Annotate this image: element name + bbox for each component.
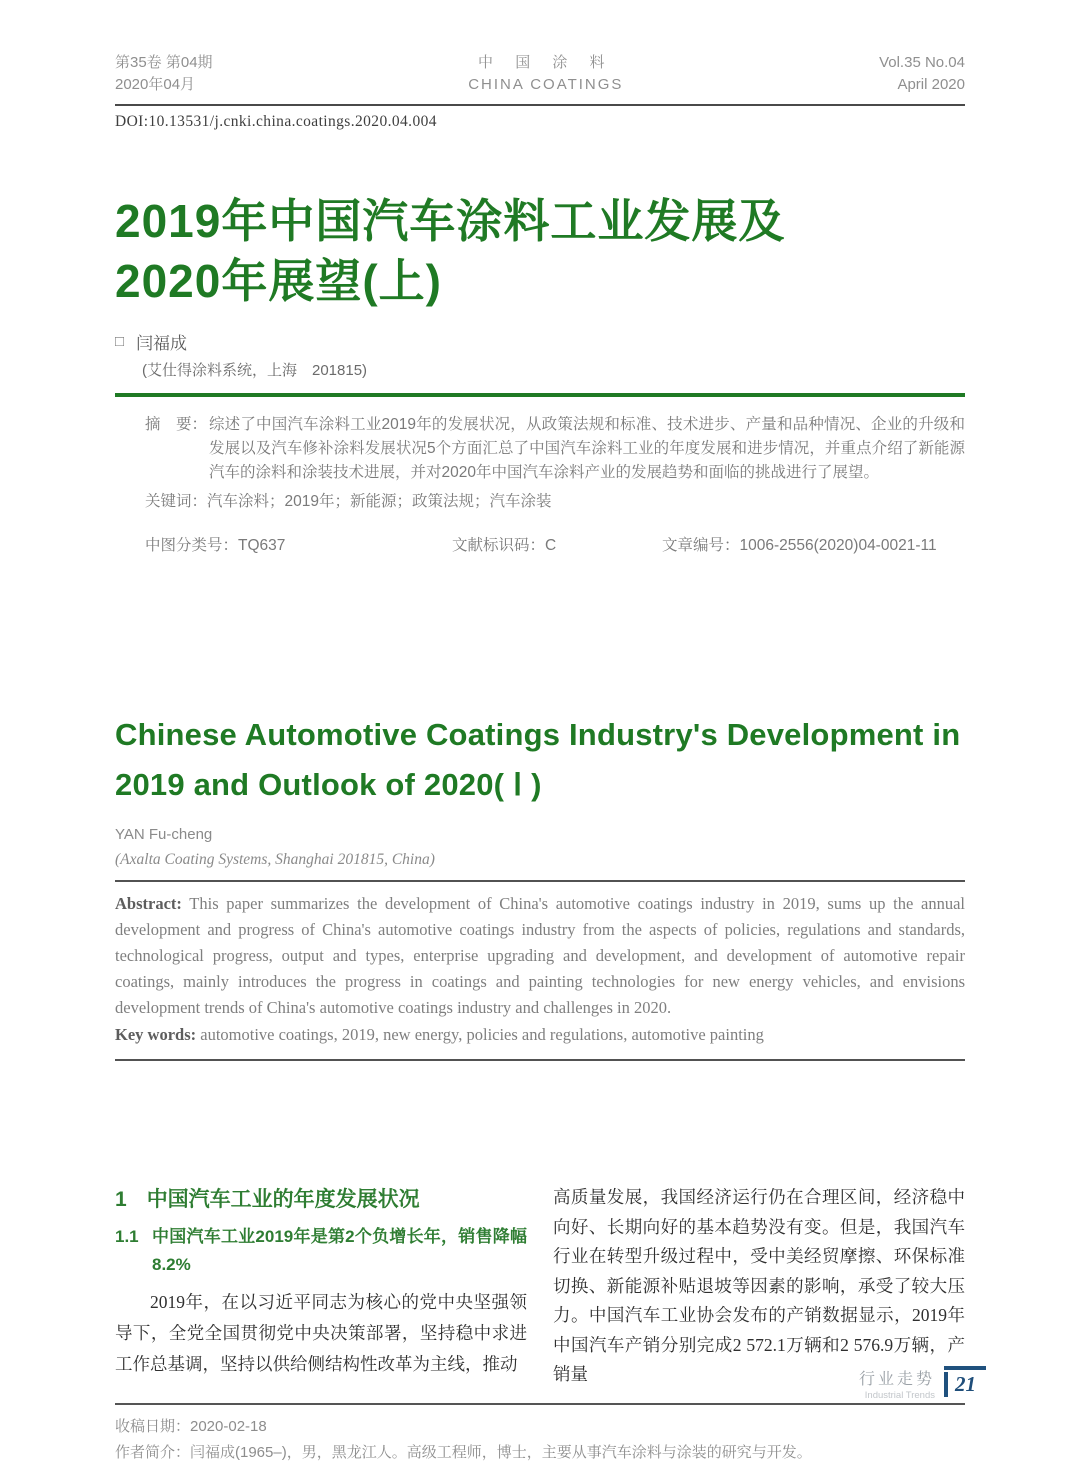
doc-code-label: 文献标识码：: [452, 537, 546, 554]
body-column-right: [553, 1183, 965, 1390]
section-1-title: 中国汽车工业的年度发展状况: [146, 1188, 420, 1211]
header-journal-name: [468, 52, 623, 96]
section-1-1-title: 中国汽车工业2019年是第2个负增长年，销售降幅8.2%: [152, 1227, 527, 1274]
footnote-divider: [115, 1403, 965, 1405]
journal-name-en: CHINA COATINGS: [468, 76, 624, 93]
issue-volume-en: Vol.35 No.04: [879, 54, 965, 71]
header-issue-en: [879, 52, 965, 96]
body-columns: [115, 1183, 965, 1390]
classification-row: [145, 534, 965, 558]
abstract-en-label: Abstract:: [115, 894, 182, 913]
article-title-en-line2: 2019 and Outlook of 2020( Ⅰ ): [115, 767, 542, 802]
article-title-en: [115, 710, 965, 810]
article-title-cn: [115, 191, 965, 311]
article-title-cn-line1: 2019年中国汽车涂料工业发展及: [115, 195, 786, 247]
section-1-1-heading: [115, 1223, 527, 1279]
page-number: 21: [955, 1372, 976, 1396]
header-issue-cn: [115, 52, 213, 96]
abstract-cn-label: 摘 要：: [145, 416, 208, 433]
keywords-en-text: automotive coatings, 2019, new energy, policies and regulations, automotive painting: [196, 1025, 764, 1044]
doi-line: DOI:10.13531/j.cnki.china.coatings.2020.04.004: [115, 113, 437, 130]
journal-header: [115, 52, 965, 106]
keywords-cn-label: 关键词：: [145, 493, 208, 510]
article-title-en-line1: Chinese Automotive Coatings Industry's Development in: [115, 717, 961, 752]
footnotes-block: [115, 1414, 965, 1466]
issue-date-cn: 2020年04月: [115, 76, 196, 93]
issue-volume-cn: 第35卷 第04期: [115, 54, 213, 71]
article-title-cn-line2: 2020年展望(上): [115, 255, 442, 307]
author-affiliation-cn: (艾仕得涂料系统，上海 201815): [142, 362, 368, 379]
doc-code-value: C: [545, 537, 557, 554]
clc-value: TQ637: [238, 537, 286, 554]
abstract-en-text: This paper summarizes the development of China's automotive coatings industry in 2019, sums up the annual development and progress of China's automotive coatings industry from the aspects of policies, regulations and standards, technological progress, output and types, enterprise upgrading and development, and development of automotive repair coatings, mainly introduces the progress in coatings and painting technologies for new energy vehicles, and envisions development trends of China's automotive coatings industry and challenges in 2020.: [115, 894, 965, 1017]
author-square-icon: □: [115, 333, 125, 350]
clc-label: 中图分类号：: [145, 537, 239, 554]
clc-item: [145, 534, 452, 558]
keywords-en-label: Key words:: [115, 1025, 197, 1044]
page-number-box: [944, 1366, 986, 1397]
page-number-bar: [944, 1372, 948, 1397]
journal-name-cn: 中 国 涂 料: [478, 54, 614, 71]
author-bio-note: 作者简介：闫福成(1965–)，男，黑龙江人。高级工程师，博士，主要从事汽车涂料与涂装的研究与开发。: [115, 1443, 812, 1461]
body-paragraph-left: 2019年，在以习近平同志为核心的党中央坚强领导下，全党全国贯彻党中央决策部署，坚持稳中求进工作总基调，坚持以供给侧结构性改革为主线，推动: [115, 1292, 527, 1374]
article-id-value: 1006-2556(2020)04-0021-11: [739, 537, 937, 554]
article-id-item: [662, 534, 965, 558]
footer-section-labels: [859, 1366, 935, 1401]
keywords-en-line: [115, 1022, 965, 1048]
section-1-1-number: 1.1: [115, 1227, 139, 1246]
abstract-en-block: [115, 891, 965, 1048]
divider-below-abstract-en: [115, 1059, 965, 1061]
body-column-left: [115, 1183, 527, 1390]
green-divider: [115, 393, 965, 397]
section-1-number: 1: [115, 1188, 127, 1211]
author-name-en: YAN Fu-cheng: [115, 826, 213, 843]
section-1-heading: [115, 1183, 527, 1213]
abstract-cn-paragraph: [145, 413, 965, 485]
footer-label-cn: 行业走势: [858, 1371, 935, 1388]
received-date-note: 收稿日期：2020-02-18: [115, 1417, 267, 1435]
issue-date-en: April 2020: [897, 76, 965, 93]
body-paragraph-right: 高质量发展，我国经济运行仍在合理区间，经济稳中向好、长期向好的基本趋势没有变。但是，我国汽车行业在转型升级过程中，受中美经贸摩擦、环保标准切换、新能源补贴退坡等因素的影响，承受了较大压力。中国汽车工业协会发布的产销数据显示，2019年中国汽车产销分别完成2 572.1万辆和2 576.9万辆，产销量: [553, 1187, 965, 1384]
doc-code-item: [452, 534, 662, 558]
abstract-cn-text: 综述了中国汽车涂料工业2019年的发展状况，从政策法规和标准、技术进步、产量和品种情况、企业的升级和发展以及汽车修补涂料发展状况5个方面汇总了中国汽车涂料工业的年度发展和进步情况，并重点介绍了新能源汽车的涂料和涂装技术进展，并对2020年中国汽车涂料产业的发展趋势和面临的挑战进行了展望。: [209, 416, 965, 481]
keywords-cn-text: 汽车涂料；2019年；新能源；政策法规；汽车涂装: [207, 493, 552, 510]
article-id-label: 文章编号：: [662, 537, 740, 554]
page-footer: [859, 1366, 986, 1401]
footer-label-en: Industrial Trends: [864, 1390, 935, 1401]
divider-above-abstract-en: [115, 880, 965, 882]
abstract-cn-block: [115, 413, 965, 558]
author-row: [115, 329, 965, 354]
keywords-cn-line: [145, 490, 965, 514]
author-name-cn: 闫福成: [136, 334, 188, 353]
abstract-en-paragraph: [115, 891, 965, 1021]
author-affiliation-en: (Axalta Coating Systems, Shanghai 201815, China): [115, 851, 435, 868]
